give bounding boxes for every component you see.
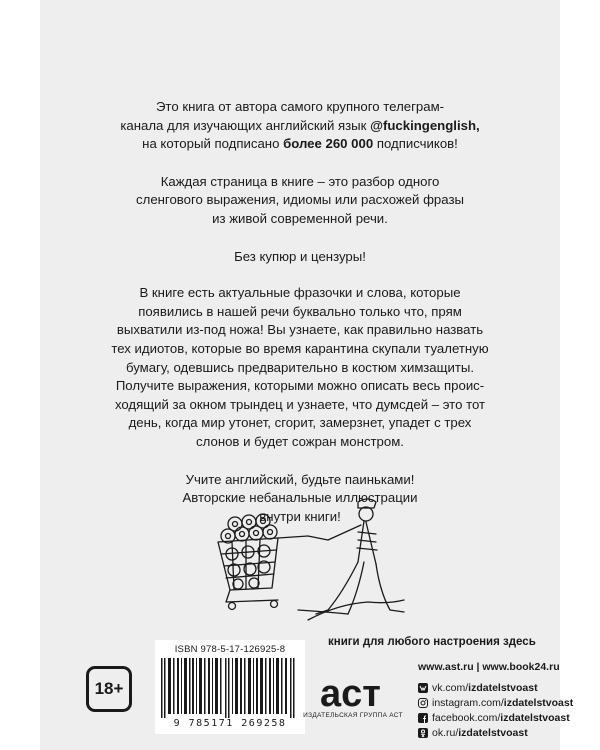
subscriber-count: более 260 000 (283, 136, 374, 152)
barcode-digits: 9 785171 269258 (173, 718, 287, 729)
shopping-cart-illustration (208, 492, 408, 627)
ast-logo-text: аст (320, 673, 381, 715)
blurb-paragraph-4 (40, 284, 560, 451)
blurb-line: Без купюр и цензуры! (234, 248, 366, 264)
blurb-line: на который подписано (142, 136, 280, 152)
social-prefix: vk.com/ (432, 681, 469, 694)
blurb-line: Получите выражения, которыми можно описать весь проис- (115, 378, 485, 394)
blurb-line: Авторские небанальные иллюстрации (182, 490, 418, 506)
blurb-line: внутри книги! (259, 508, 341, 524)
social-link-vk[interactable] (418, 680, 573, 695)
publisher-websites[interactable]: www.ast.ru | www.book24.ru (418, 661, 560, 673)
blurb-line: бумагу, одевшись предварительно в костюм химзащиты. (125, 359, 475, 375)
blurb-line: Это книга от автора самого крупного телеграм- (155, 99, 445, 114)
social-handle: izdatelstvoast (503, 696, 574, 709)
social-prefix: ok.ru/ (432, 726, 459, 739)
social-handle: izdatelstvoast (500, 711, 570, 724)
social-handle: izdatelstvoast (458, 726, 528, 739)
blurb-line: канала для изучающих английский язык (120, 117, 367, 133)
blurb-line: тех идиотов, которые во время карантина скупали туалетную (111, 340, 489, 356)
blurb-line: подписчиков! (376, 136, 458, 152)
odnoklassniki-icon (418, 728, 428, 738)
blurb-line: слонов и будет сожран монстром. (196, 433, 404, 449)
blurb-line: из живой современной речи. (212, 210, 388, 226)
barcode-icon (161, 658, 299, 718)
social-links (418, 680, 573, 740)
blurb-paragraph-3 (40, 248, 560, 267)
social-link-instagram[interactable] (418, 695, 573, 710)
blurb-line: появились в нашей речи буквально только что, прям (138, 303, 462, 319)
social-handle: izdatelstvoast (468, 681, 538, 694)
book-back-cover (40, 0, 574, 750)
blurb-line: сленгового выражения, идиомы или расхожей фразы (136, 192, 464, 208)
blurb-line: Каждая страница в книге – это разбор одного (160, 173, 440, 189)
social-prefix: facebook.com/ (432, 711, 501, 724)
social-link-ok[interactable] (418, 725, 573, 740)
blurb-line: В книге есть актуальные фразочки и слова, которые (139, 285, 461, 301)
blurb-paragraph-2 (40, 173, 560, 229)
blurb-paragraph-1 (40, 98, 560, 154)
isbn-number: ISBN 978-5-17-126925-8 (174, 644, 286, 655)
social-prefix: instagram.com/ (432, 696, 504, 709)
telegram-handle: @fuckingenglish, (370, 117, 480, 133)
isbn-barcode (155, 640, 305, 734)
blurb-text (40, 98, 560, 545)
blurb-line: Учите английский, будьте паиньками! (185, 471, 415, 487)
blurb-line: выхватили из-под ножа! Вы узнаете, как правильно назвать (116, 322, 484, 338)
age-rating-badge (86, 666, 132, 712)
age-rating-label: 18+ (94, 679, 124, 698)
publisher-caption: ИЗДАТЕЛЬСКАЯ ГРУППА АСТ (303, 712, 403, 719)
facebook-icon (418, 713, 428, 723)
instagram-icon (418, 698, 428, 708)
tagline: книги для любого настроения здесь (328, 636, 536, 648)
blurb-line: ходящий за окном трындец и узнаете, что думсдей – это тот (114, 396, 486, 412)
blurb-line: день, когда мир утонет, сгорит, замерзнет, упадет с трех (128, 415, 472, 431)
vk-icon (418, 683, 428, 693)
social-link-facebook[interactable] (418, 710, 573, 725)
